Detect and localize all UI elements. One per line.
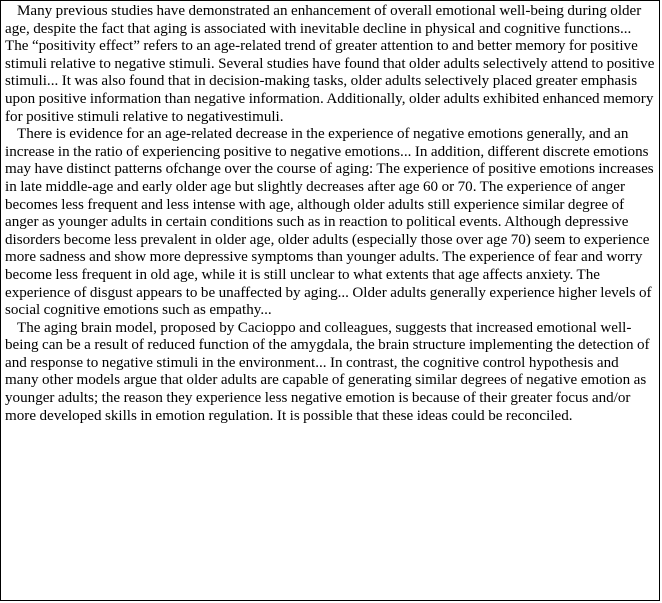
paragraph-aging-brain-model: The aging brain model, proposed by Cacioppo and colleagues, suggests that increased emotional well-being can be a result of reduced function of the amygdala, the brain structure implementing the detection of and response to negative stimuli in the environment... In contrast, the cognitive control hypothesis and many other models argue that older adults are capable of generating similar degrees of negative emotion as younger adults; the reason they experience less negative emotion is because of their greater focus and/or more developed skills in emotion regulation. It is possible that these ideas could be reconciled. — [5, 319, 650, 424]
paragraph-negative-emotions: There is evidence for an age-related decrease in the experience of negative emotions generally, and an increase in the ratio of experiencing positive to negative emotions... In addition, different discrete emotions may have distinct patterns ofchange over the course of aging: The experience of positive emotions increases in late middle-age and early older age but slightly decreases after age 60 or 70. The experience of anger becomes less frequent and less intense with age, although older adults still experience similar degree of anger as younger adults in certain conditions such as in reaction to political events. Although depressive disorders become less prevalent in older age, older adults (especially those over age 70) seem to experience more sadness and show more depressive symptoms than younger adults. The experience of fear and worry become less frequent in old age, while it is still unclear to what extents that age affects anxiety. The experience of disgust appears to be unaffected by aging... Older adults generally experience higher levels of social cognitive emotions such as empathy... — [5, 126, 654, 319]
paragraph-positivity-effect: Many previous studies have demonstrated an enhancement of overall emotional well-being during older age, despite the fact that aging is associated with inevitable decline in physical and cognitive functions... The “positivity effect” refers to an age-related trend of greater attention to and better memory for positive stimuli relative to negative stimuli. Several studies have found that older adults selectively attend to positive stimuli... It was also found that in decision-making tasks, older adults selectively placed greater emphasis upon positive information than negative information. Additionally, older adults exhibited enhanced memory for positive stimuli relative to negativestimuli. — [5, 3, 655, 125]
